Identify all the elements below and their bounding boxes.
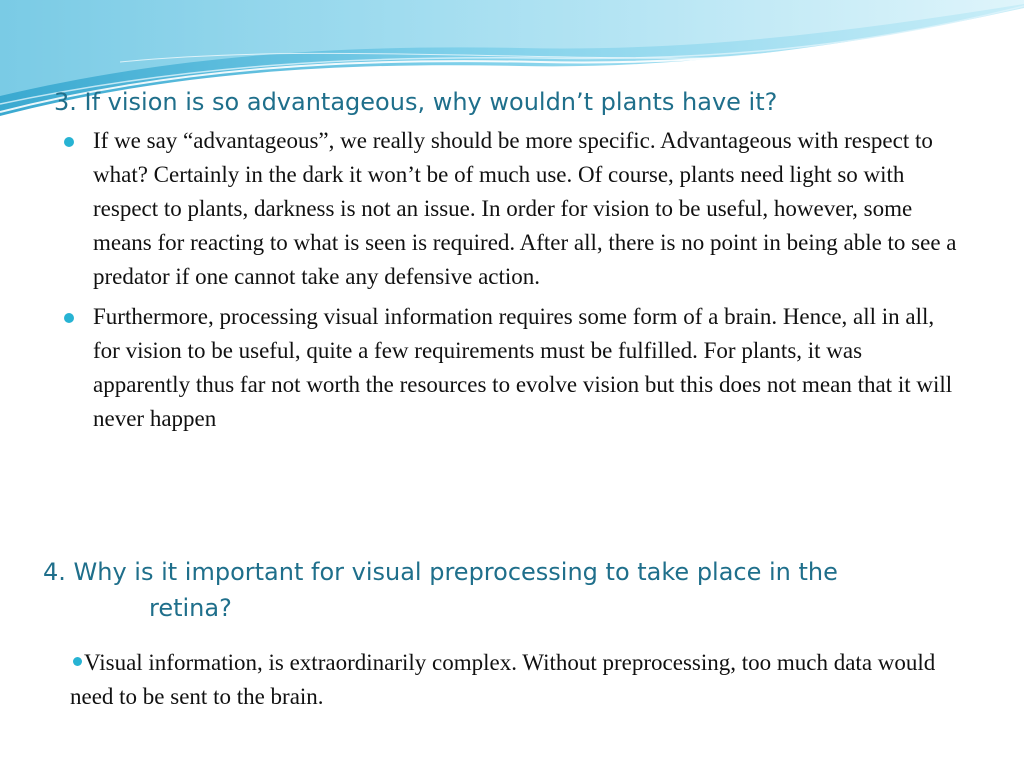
bullet-icon bbox=[73, 657, 82, 666]
bullet-icon bbox=[64, 313, 74, 323]
heading-question-3: 3. If vision is so advantageous, why wouldn’t plants have it? bbox=[54, 88, 778, 116]
heading-line: 4. Why is it important for visual preprocessing to take place in the bbox=[43, 558, 838, 586]
heading-question-4 bbox=[43, 554, 983, 626]
bullet-icon bbox=[64, 137, 74, 147]
list-item bbox=[60, 124, 960, 294]
bullet-text: Furthermore, processing visual information requires some form of a brain. Hence, all in all, for vision to be useful, quite a few requirements must be fulfilled. For plants, it was apparently thus far not worth the resources to evolve vision but this does not mean that it will never happen bbox=[93, 304, 953, 431]
list-item bbox=[60, 300, 960, 436]
bullet-text: If we say “advantageous”, we really should be more specific. Advantageous with respect to what? Certainly in the dark it won’t be of much use. Of course, plants need light so with respect to plants, darkness is not an issue. In order for vision to be useful, however, some means for reacting to what is seen is required. After all, there is no point in being able to see a predator if one cannot take any defensive action. bbox=[93, 128, 957, 289]
question-3-bullet-list bbox=[60, 124, 960, 442]
bullet-text: Visual information, is extraordinarily complex. Without preprocessing, too much data would need to be sent to the brain. bbox=[70, 650, 936, 709]
heading-line: retina? bbox=[149, 594, 232, 622]
question-4-bullet bbox=[70, 646, 970, 714]
